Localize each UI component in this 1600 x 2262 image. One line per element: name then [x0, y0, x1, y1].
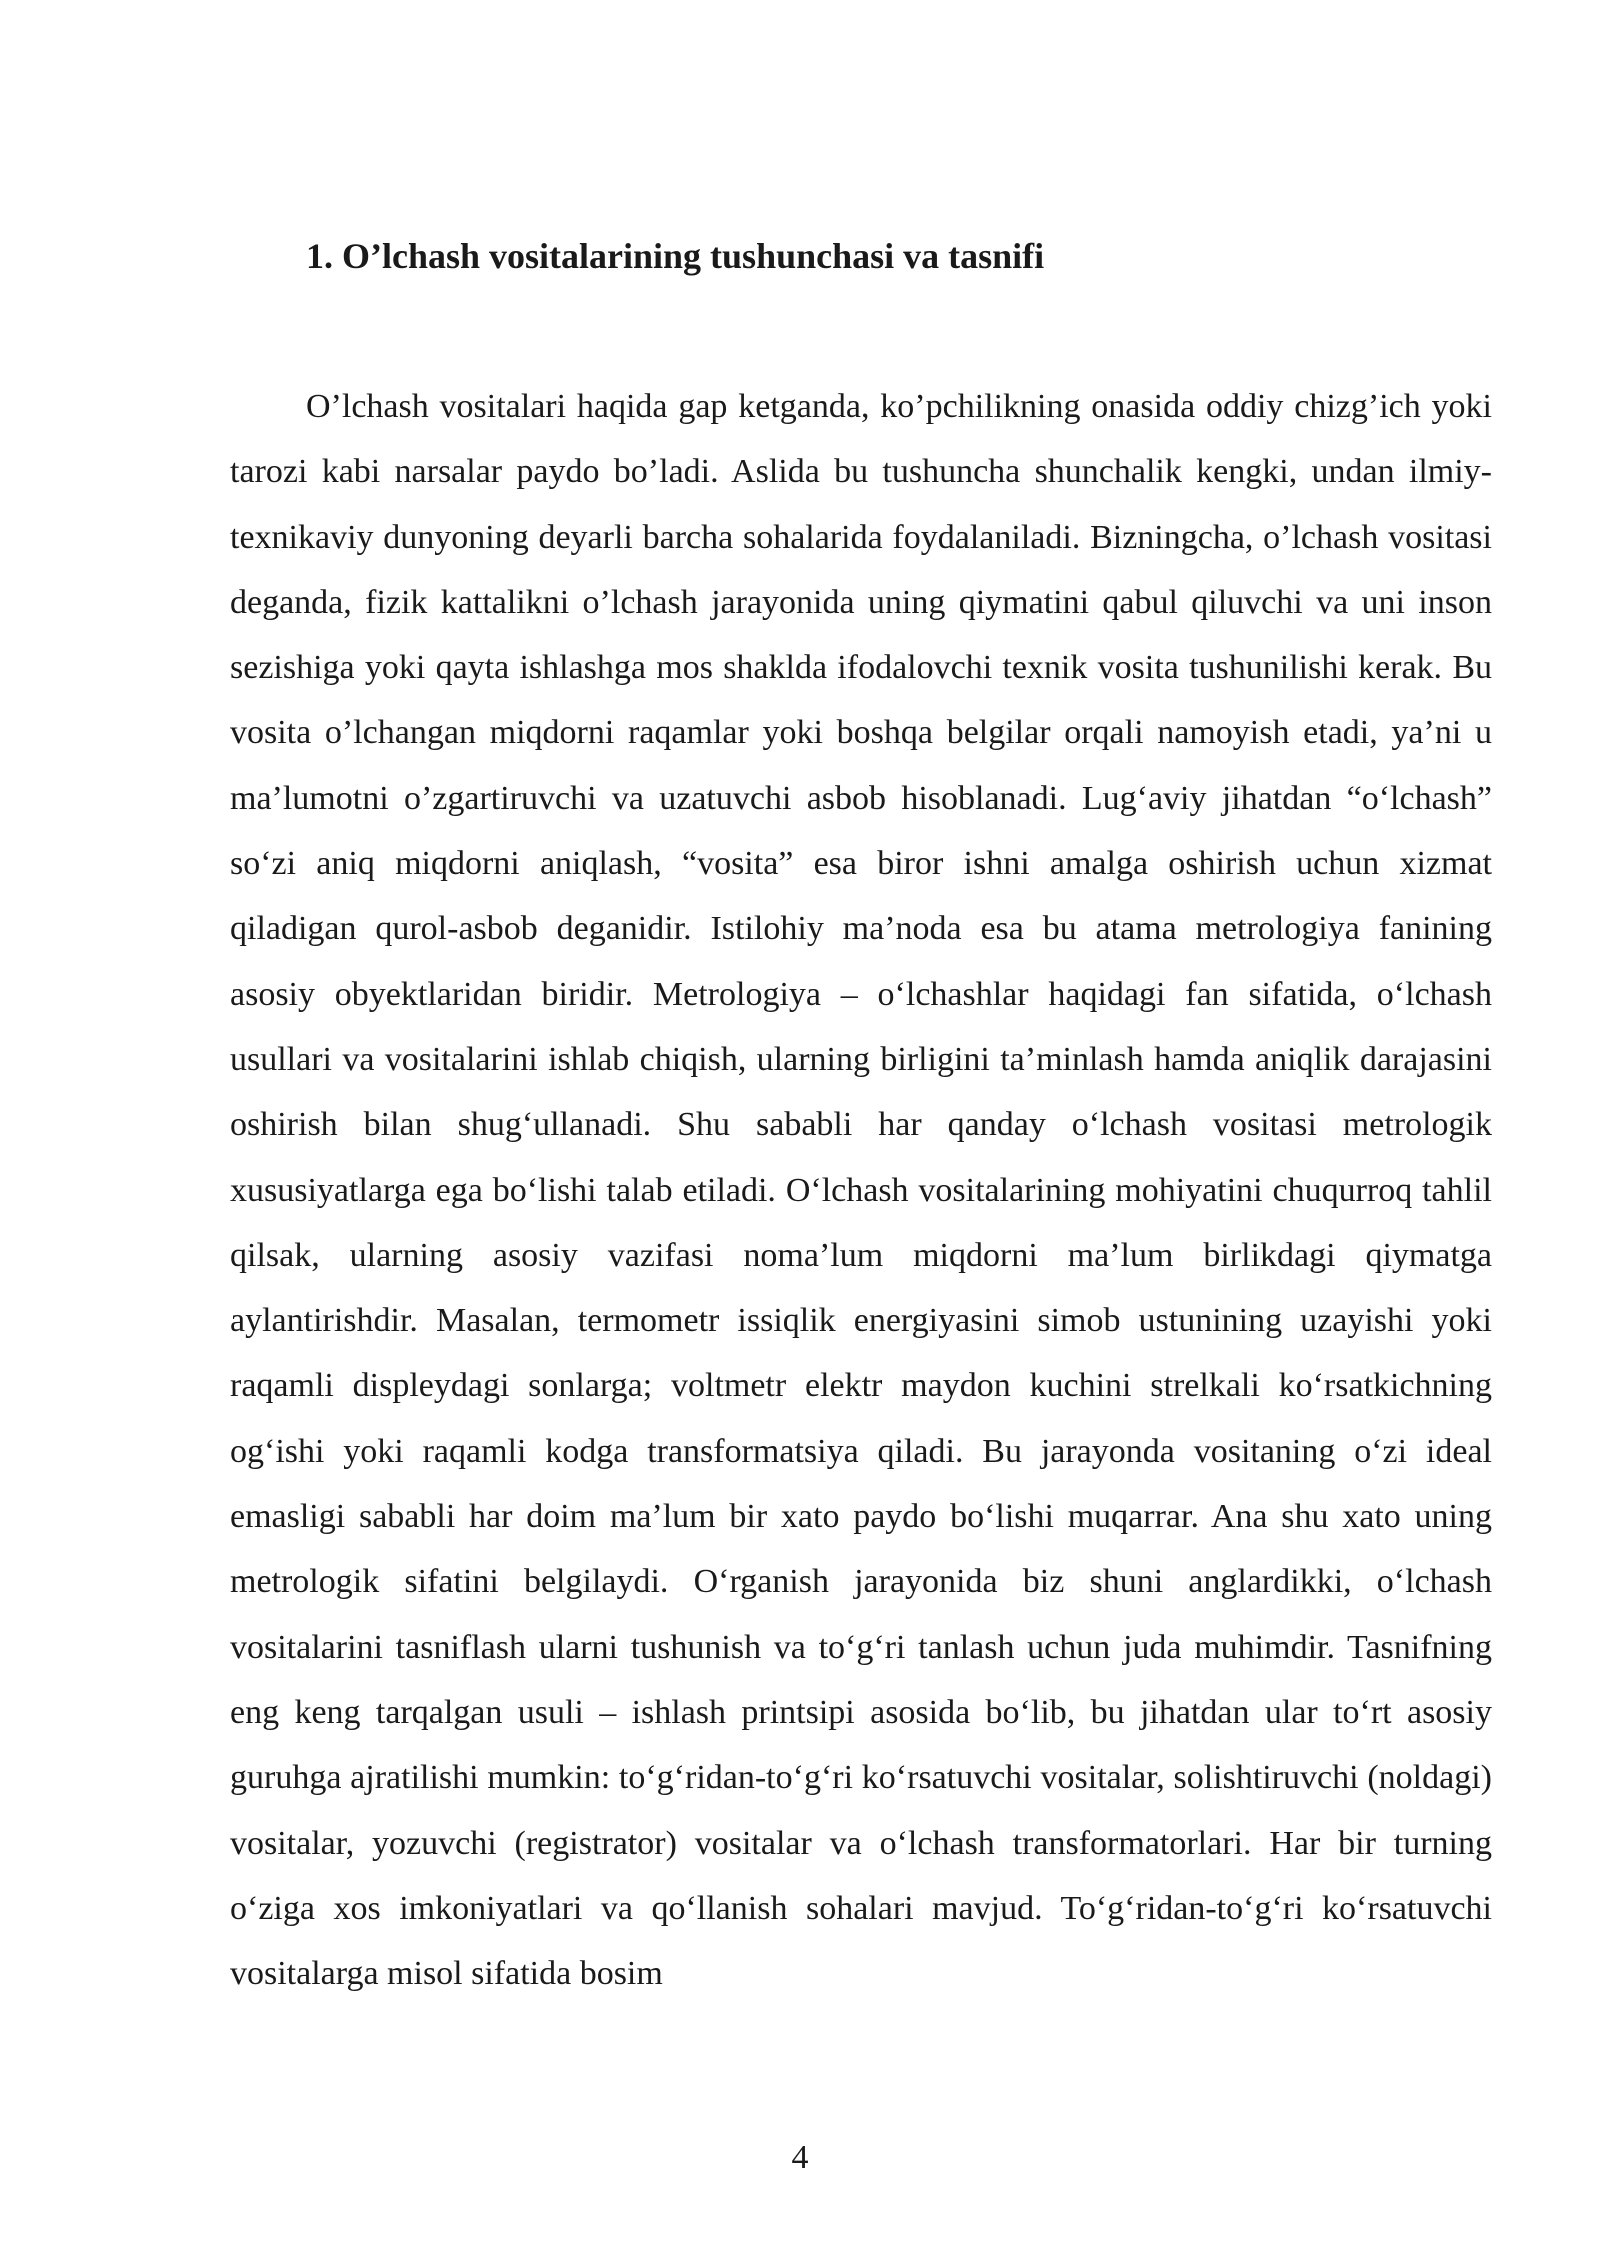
section-heading: 1. O’lchash vositalarining tushunchasi va tasnifi — [306, 236, 1045, 276]
body-paragraph: O’lchash vositalari haqida gap ketganda, ko’pchilikning onasida oddiy chizg’ich yoki tarozi kabi narsalar paydo bo’ladi. Aslida bu tushuncha shunchalik kengki, undan ilmiy-texnikaviy dunyoning deyarli barcha sohalarida foydalaniladi. Bizningcha, o’lchash vositasi deganda, fizik kattalikni o’lchash jarayonida uning qiymatini qabul qiluvchi va uni inson sezishiga yoki qayta ishlashga mos shaklda ifodalovchi texnik vosita tushunilishi kerak. Bu vosita o’lchangan miqdorni raqamlar yoki boshqa belgilar orqali namoyish etadi, ya’ni u ma’lumotni o’zgartiruvchi va uzatuvchi asbob hisoblanadi. Lug‘aviy jihatdan “o‘lchash” so‘zi aniq miqdorni aniqlash, “vosita” esa biror ishni amalga oshirish uchun xizmat qiladigan qurol-asbob deganidir. Istilohiy ma’noda esa bu atama metrologiya fanining asosiy obyektlaridan biridir. Metrologiya – o‘lchashlar haqidagi fan sifatida, o‘lchash usullari va vositalarini ishlab chiqish, ularning birligini ta’minlash hamda aniqlik darajasini oshirish bilan shug‘ullanadi. Shu sababli har qanday o‘lchash vositasi metrologik xususiyatlarga ega bo‘lishi talab etiladi. O‘lchash vositalarining mohiyatini chuqurroq tahlil qilsak, ularning asosiy vazifasi noma’lum miqdorni ma’lum birlikdagi qiymatga aylantirishdir. Masalan, termometr issiqlik energiyasini simob ustunining uzayishi yoki raqamli displeydagi sonlarga; voltmetr elektr maydon kuchini strelkali ko‘rsatkichning og‘ishi yoki raqamli kodga transformatsiya qiladi. Bu jarayonda vositaning o‘zi ideal emasligi sababli har doim ma’lum bir xato paydo bo‘lishi muqarrar. Ana shu xato uning metrologik sifatini belgilaydi. O‘rganish jarayonida biz shuni anglardikki, o‘lchash vositalarini tasniflash ularni tushunish va to‘g‘ri tanlash uchun juda muhimdir. Tasnifning eng keng tarqalgan usuli – ishlash printsipi asosida bo‘lib, bu jihatdan ular to‘rt asosiy guruhga ajratilishi mumkin: to‘g‘ridan-to‘g‘ri ko‘rsatuvchi vositalar, solishtiruvchi (noldagi) vositalar, yozuvchi (registrator) vositalar va o‘lchash transformatorlari. Har bir turning o‘ziga xos imkoniyatlari va qo‘llanish sohalari mavjud. To‘g‘ridan-to‘g‘ri ko‘rsatuvchi vositalarga misol sifatida bosim — [230, 388, 1492, 1993]
page-number: 4 — [791, 2139, 809, 2176]
